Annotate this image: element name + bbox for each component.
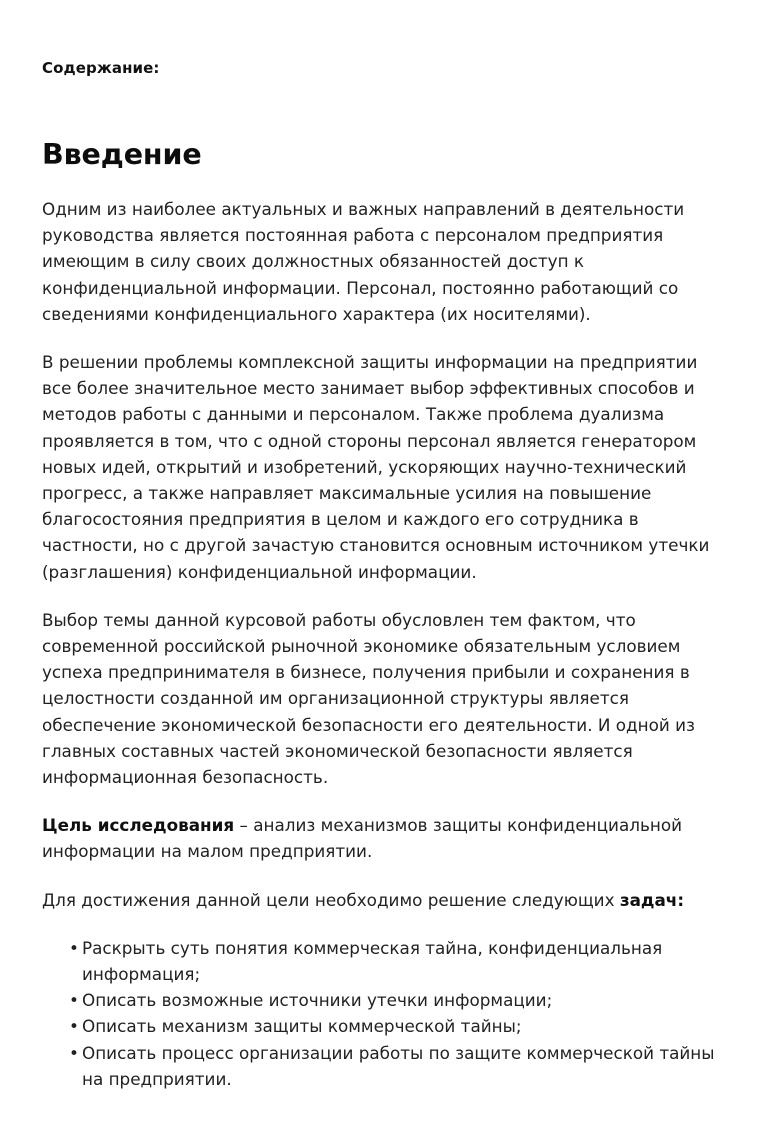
list-item: • Описать процесс организации работы по защите коммерческой тайны на предприятии. [42,1040,727,1092]
body-paragraph: В решении проблемы комплексной защиты информации на предприятии все более значительное место занимает выбор эффективных способов и методов работы с данными и персоналом. Также проблема дуализма проявляется в том, что с одной стороны персонал является генератором новых идей, открытий и изобретений, ускоряющих научно-технический прогресс, а также направляет максимальные усилия на повышение благосостояния предприятия в целом и каждого его сотрудника в частности, но с другой зачастую становится основным источником утечки (разглашения) конфиденциальной информации. [42,352,710,582]
tasks-intro-paragraph [42,887,727,913]
research-goal-label: Цель исследования [42,815,235,836]
tasks-intro-label: задач: [619,889,685,910]
tasks-intro-text: Для достижения данной цели необходимо решение следующих [42,889,620,910]
page-title: Введение [42,138,202,171]
list-item: • Описать возможные источники утечки информации; [42,987,727,1013]
table-of-contents-label: Содержание: [42,59,160,77]
tasks-list [42,935,727,1092]
body-paragraph: Одним из наиболее актуальных и важных направлений в деятельности руководства является постоянная работа с персоналом предприятия имеющим в силу своих должностных обязанностей доступ к конфиденциальной информации. Персонал, постоянно работающий со сведениями конфиденциального характера (их носителями). [42,199,685,324]
research-goal-text: – анализ механизмов защиты конфиденциальной информации на малом предприятии. [42,815,683,862]
body-paragraph: Выбор темы данной курсовой работы обусловлен тем фактом, что современной российской рыночной экономике обязательным условием успеха предпринимателя в бизнесе, получения прибыли и сохранения в целостности созданной им организационной структуры является обеспечение экономической безопасности его деятельности. И одной из главных составных частей экономической безопасности является информационная безопасность. [42,609,695,788]
list-item: • Раскрыть суть понятия коммерческая тайна, конфиденциальная информация; [42,935,727,987]
research-goal-paragraph [42,812,727,864]
list-item: • Описать механизм защиты коммерческой тайны; [42,1013,727,1039]
